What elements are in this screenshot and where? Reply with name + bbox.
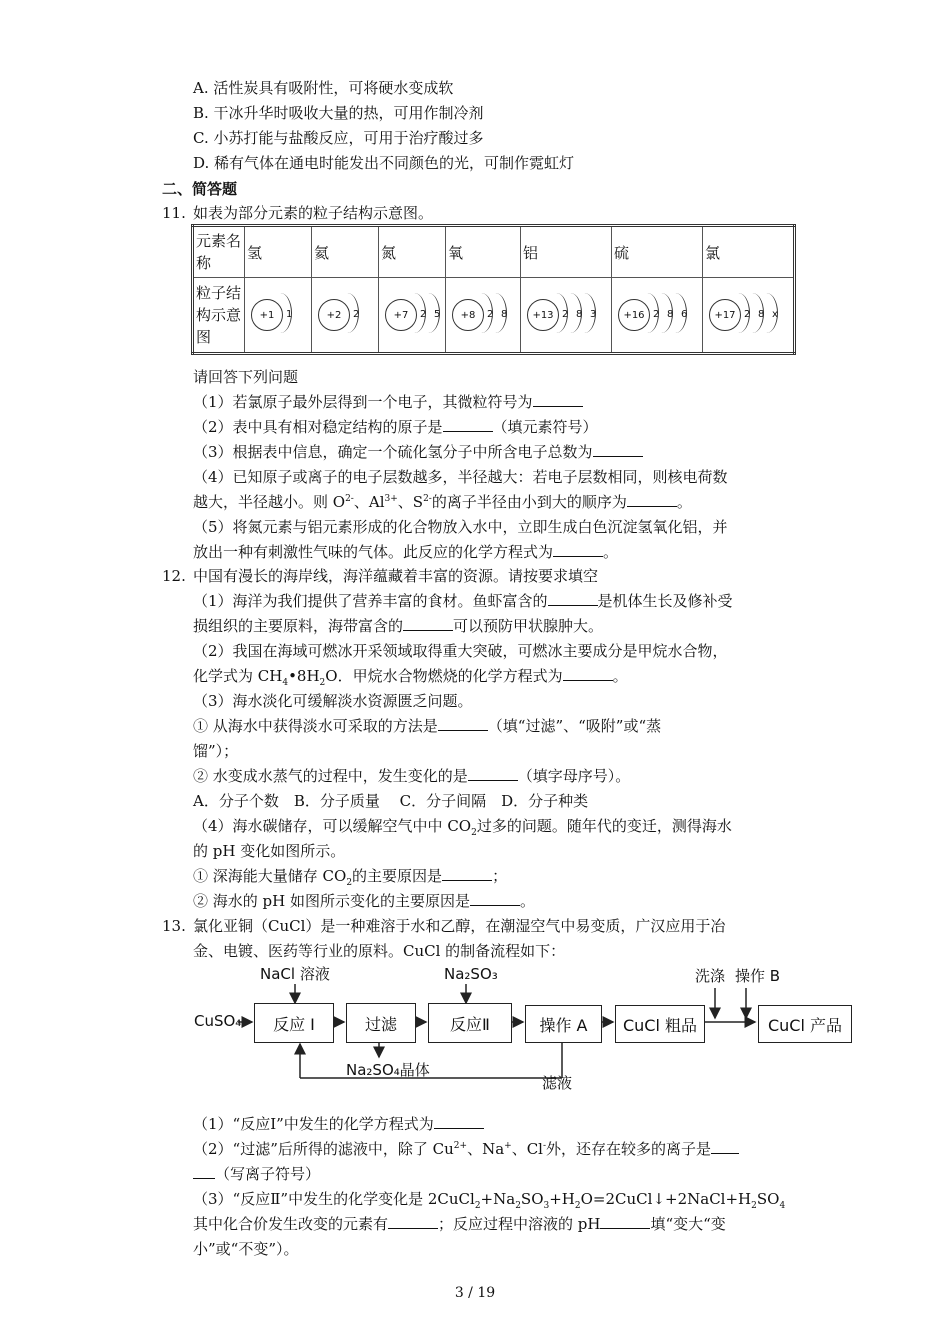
electron-count: 8 (758, 309, 765, 320)
nucleus: +1 (251, 299, 283, 331)
q11-part4-line1: （4）已知原子或离子的电子层数越多，半径越大：若电子层数相同，则核电荷数 (193, 468, 728, 486)
answer-blank[interactable] (443, 417, 493, 432)
q12-line: （4）海水碳储存，可以缓解空气中中 $CO_2$过多的问题。随年代的变迁，测得海水 (193, 817, 732, 838)
filtrate-label: 滤液 (542, 1074, 573, 1092)
element-name: 氦 (312, 226, 379, 278)
element-name: 氢 (245, 226, 312, 278)
electron-shell (500, 293, 509, 337)
flow-step-crude-product: CuCl 粗品 (615, 1005, 705, 1043)
q12-line: （1）海洋为我们提供了营养丰富的食材。鱼虾富含的 是机体生长及修补受 (193, 592, 733, 610)
nucleus: +16 (618, 299, 650, 331)
q12-line: 馏”）； (193, 742, 239, 760)
q12-line: ① 从海水中获得淡水可采取的方法是 （填“过滤”、“吸附”或“蒸 (193, 717, 662, 735)
q13-part3-line2: 其中化合价发生改变的元素有 ；反应过程中溶液的 pH 填“变大“变 (193, 1215, 726, 1233)
electron-count: 8 (501, 309, 508, 320)
q13-part2: （2）“过滤”后所得的滤液中，除了 $Cu^{2+}$、Na+、Cl-外，还存在较多的离子是 (193, 1139, 739, 1159)
nucleus: +8 (452, 299, 484, 331)
answer-blank[interactable] (553, 542, 603, 557)
option-a: A. 活性炭具有吸附性，可将硬水变成软 (193, 79, 454, 97)
q12-line: （2）我国在海域可燃冰开采领域取得重大突破，可燃冰主要成分是甲烷水合物， (193, 642, 728, 660)
atom-diagram-h (245, 278, 312, 354)
nucleus: +7 (385, 299, 417, 331)
q12-choices: A．分子个数 B．分子质量 C．分子间隔 D．分子种类 (193, 792, 589, 810)
q11-part5-line1: （5）将氮元素与铝元素形成的化合物放入水中，立即生成白色沉淀氢氧化铝，并 (193, 518, 728, 536)
electron-shell (433, 293, 442, 337)
input-label: CuSO₄ (194, 1012, 242, 1030)
answer-blank[interactable] (563, 666, 613, 681)
option-d: D. 稀有气体在通电时能发出不同颜色的光，可制作霓虹灯 (193, 154, 575, 172)
electron-count: 6 (681, 309, 688, 320)
element-name: 氯 (703, 226, 795, 278)
atom-diagram-o (446, 278, 521, 354)
q11-part3: （3）根据表中信息，确定一个硫化氢分子中所含电子总数为 (193, 442, 643, 462)
flow-step-reaction-2: 反应Ⅱ (428, 1003, 512, 1043)
electron-count: 2 (653, 309, 660, 320)
table-header-diagram: 粒子结构示意图 (193, 278, 245, 354)
atom-diagram-al (521, 278, 612, 354)
electron-count: 8 (667, 309, 674, 320)
electron-count: 2 (562, 309, 569, 320)
q13-line: 金、电镀、医药等行业的原料。CuCl 的制备流程如下： (193, 942, 566, 960)
electron-count: 2 (420, 309, 427, 320)
answer-blank[interactable] (593, 442, 643, 457)
reagent-label: NaCl 溶液 (260, 965, 330, 983)
question-number: 11. (162, 204, 186, 222)
element-name: 氮 (379, 226, 446, 278)
q12-line: 损组织的主要原料，海带富含的 可以预防甲状腺肿大。 (193, 617, 604, 635)
electron-count: 1 (286, 309, 293, 320)
question-number: 12. (162, 567, 186, 585)
answer-blank[interactable] (533, 392, 583, 407)
element-name: 铝 (521, 226, 612, 278)
electron-count: 8 (576, 309, 583, 320)
q13-line: 氯化亚铜（CuCl）是一种难溶于水和乙醇，在潮湿空气中易变质，广汉应用于冶 (193, 917, 726, 935)
question-stem: 如表为部分元素的粒子结构示意图。 (193, 204, 434, 222)
answer-blank[interactable] (403, 616, 453, 631)
flow-step-operation-a: 操作 A (525, 1005, 602, 1043)
q13-part1: （1）“反应Ⅰ”中发生的化学方程式为 (193, 1114, 484, 1134)
answer-blank[interactable] (627, 492, 677, 507)
q11-part1: （1）若氯原子最外层得到一个电子，其微粒符号为 (193, 392, 583, 412)
answer-blank[interactable] (468, 766, 518, 781)
option-b: B. 干冰升华时吸收大量的热，可用作制冷剂 (193, 104, 484, 122)
electron-shell (352, 293, 361, 337)
reagent-label: Na₂SO₃ (444, 965, 498, 983)
byproduct-label: Na₂SO₄晶体 (346, 1061, 430, 1079)
q12-line: 的 pH 变化如图所示。 (193, 842, 346, 860)
electron-shell (589, 293, 598, 337)
prompt: 请回答下列问题 (193, 368, 299, 386)
atom-diagram-n (379, 278, 446, 354)
electron-shell (680, 293, 689, 337)
atom-diagram-he (312, 278, 379, 354)
nucleus: +13 (527, 299, 559, 331)
electron-shell (285, 293, 294, 337)
q12-line: 中国有漫长的海岸线，海洋蕴藏着丰富的资源。请按要求填空 (193, 567, 599, 585)
nucleus: +2 (318, 299, 350, 331)
electron-count: 2 (487, 309, 494, 320)
answer-blank[interactable] (438, 716, 488, 731)
q12-line: ② 海水的 pH 如图所示变化的主要原因是 。 (193, 892, 536, 910)
q13-part3-line3: 小”或“不变”）。 (193, 1240, 299, 1258)
question-number: 13. (162, 917, 186, 935)
q11-part2: （2）表中具有相对稳定结构的原子是 （填元素符号） (193, 418, 598, 436)
nucleus: +17 (709, 299, 741, 331)
option-c: C. 小苏打能与盐酸反应，可用于治疗酸过多 (193, 129, 484, 147)
q12-line: ① 深海能大量储存 $CO_2$的主要原因是 ； (193, 867, 508, 888)
element-name: 硫 (612, 226, 703, 278)
electron-count: 5 (434, 309, 441, 320)
answer-blank[interactable] (434, 1114, 484, 1129)
atom-diagram-cl (703, 278, 795, 354)
flow-step-reaction-1: 反应 I (254, 1003, 334, 1043)
element-name: 氧 (446, 226, 521, 278)
q12-line: 化学式为 $CH_4•8H_2O$．甲烷水合物燃烧的化学方程式为 。 (193, 667, 628, 688)
q12-line: （3）海水淡化可缓解淡水资源匮乏问题。 (193, 692, 473, 710)
answer-blank[interactable] (711, 1139, 739, 1154)
particle-structure-table (191, 224, 796, 355)
q13-part2-cont: （写离子符号） (193, 1164, 320, 1184)
answer-blank[interactable] (193, 1164, 215, 1179)
q11-part5-line2: 放出一种有刺激性气味的气体。此反应的化学方程式为 。 (193, 543, 619, 561)
wash-label: 洗涤 (695, 967, 726, 985)
answer-blank[interactable] (442, 866, 492, 881)
answer-blank[interactable] (548, 591, 598, 606)
electron-count: 2 (353, 309, 360, 320)
flow-step-final-product: CuCl 产品 (758, 1005, 852, 1043)
page-number: 3 / 19 (454, 1285, 496, 1301)
answer-blank[interactable] (470, 891, 520, 906)
answer-blank[interactable] (388, 1214, 438, 1229)
electron-count: 2 (744, 309, 751, 320)
electron-count: 3 (590, 309, 597, 320)
q12-line: ② 水变成水蒸气的过程中，发生变化的是 （填字母序号）。 (193, 767, 631, 785)
q13-part3: （3）“反应Ⅱ”中发生的化学变化是 $2CuCl_2+Na_2SO_3+H_2O=2CuCl↓+2NaCl+H_2SO_4$ (193, 1190, 786, 1211)
q11-part4-line2: 越大，半径越小。则 $O^{2-}$、$Al^{3+}$、$S^{2-}$的离子半径由小到大的顺序为 。 (193, 493, 692, 511)
table-header-name: 元素名称 (193, 226, 245, 278)
section-heading: 二、简答题 (162, 180, 238, 198)
atom-diagram-s (612, 278, 703, 354)
flow-step-filter: 过滤 (346, 1003, 416, 1043)
operation-b-label: 操作 B (735, 967, 781, 985)
answer-blank[interactable] (600, 1214, 650, 1229)
electron-count: x (772, 309, 778, 320)
electron-shell (771, 293, 780, 337)
